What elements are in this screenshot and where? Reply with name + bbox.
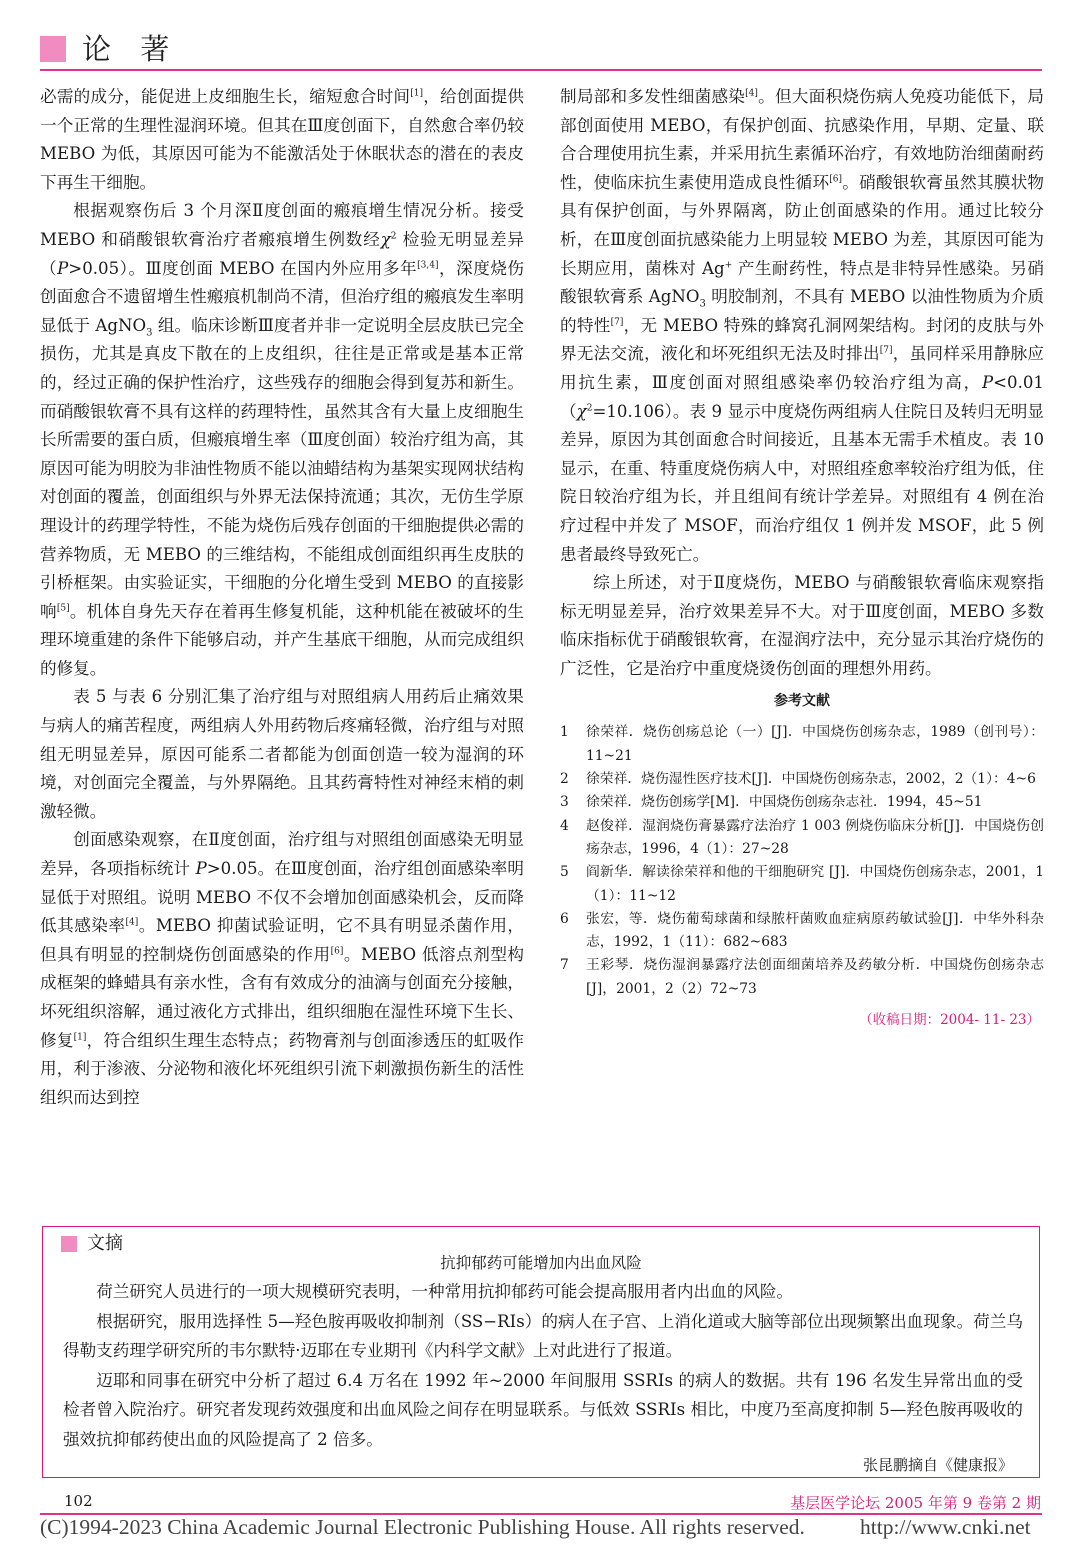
abstract-body (63, 1277, 1023, 1476)
page-header (40, 30, 1042, 70)
reference-item: 4 赵俊祥．湿润烧伤膏暴露疗法治疗 1 003 例烧伤临床分析[J]．中国烧伤创疡杂志，1996，4（1）：27~28 (560, 817, 1044, 857)
page-number: 102 (64, 1492, 93, 1510)
header-rule (40, 69, 1042, 71)
right-column (560, 83, 1044, 1035)
abstract-marker-icon (61, 1236, 77, 1252)
abstract-label: 文摘 (87, 1233, 123, 1254)
received-date: （收稿日期：2004- 11- 23） (859, 1012, 1040, 1029)
left-paragraph-1: 必需的成分，能促进上皮细胞生长，缩短愈合时间[1]，给创面提供一个正常的生理性湿润环境。但其在Ⅲ度创面下，自然愈合率仍较 MEBO 为低，其原因可能为不能激活处于休眠状态的潜在的表皮下再生干细胞。 (40, 87, 525, 192)
website-url: http://www.cnki.net (860, 1515, 1031, 1539)
reference-item: 6 张宏，等．烧伤葡萄球菌和绿脓杆菌败血症病原药敏试验[J]．中华外科杂志，1992，1（11）：682~683 (560, 910, 1044, 951)
right-paragraph-1: 制局部和多发性细菌感染[4]。但大面积烧伤病人免疫功能低下，局部创面使用 MEBO，有保护创面、抗感染作用，早期、定量、联合合理使用抗生素，并采用抗生素循环治疗，有效地防治细菌耐药性，使临床抗生素使用造成良性循环[6]。硝酸银软膏虽然其膜状物具有保护创面，与外界隔离，防止创面感染的作用。通过比较分析，在Ⅲ度创面抗感染能力上明显较 MEBO 为差，其原因可能为长期应用，菌株对 Ag+ 产生耐药性，特点是非特异性感染。另硝酸银软膏系 AgNO$_3$ 明胶制剂，不具有 MEBO 以油性物质为介质的特性[7]，无 MEBO 特殊的蜂窝孔洞网架结构。封闭的皮肤与外界无法交流，液化和坏死组织无法及时排出[7]，虽同样采用静脉应用抗生素，Ⅲ度创面对照组感染率仍较治疗组为高，$P<0.01(\chi^2=10.106)$。表 9 显示中度烧伤两组病人住院日及转归无明显差异，原因为其创面愈合时间接近，且基本无需手术植皮。表 10 显示，在重、特重度烧伤病人中，对照组痊愈率较治疗组为低，住院日较治疗组为长，并且组间有统计学差异。对照组有 4 例在治疗过程中并发了 MSOF，而治疗组仅 1 例并发 MSOF，此 5 例患者最终导致死亡。 (560, 87, 1045, 564)
reference-list (560, 721, 1044, 1001)
abstract-source: 张昆鹏摘自《健康报》 (862, 1456, 1013, 1474)
reference-item: 1 徐荣祥．烧伤创疡总论（一）[J]．中国烧伤创疡杂志，1989（创刊号）：11~21 (560, 724, 1044, 764)
copyright-notice: (C)1994-2023 China Academic Journal Electronic Publishing House. All rights reserved. (40, 1515, 805, 1539)
abstract-paragraph: 根据研究，服用选择性 5—羟色胺再吸收抑制剂（SS−RIs）的病人在子宫、上消化道或大脑等部位出现频繁出血现象。荷兰乌得勒支药理学研究所的韦尔默特·迈耶在专业期刊《内科学文献》上对此进行了报道。 (63, 1311, 1023, 1360)
abstract-title: 抗抑郁药可能增加内出血风险 (440, 1254, 642, 1272)
left-column (40, 83, 524, 1112)
reference-item: 5 阎新华．解读徐荣祥和他的干细胞研究 [J]．中国烧伤创疡杂志，2001，1（1）：11~12 (560, 864, 1044, 904)
reference-item: 7 王彩琴．烧伤湿润暴露疗法创面细菌培养及药敏分析．中国烧伤创疡杂志[J]，2001，2（2）72~73 (560, 957, 1044, 997)
section-marker-icon (40, 36, 66, 62)
abstract-paragraph: 荷兰研究人员进行的一项大规模研究表明，一种常用抗抑郁药可能会提高服用者内出血的风险。 (96, 1282, 794, 1301)
references-heading: 参考文献 (774, 693, 830, 710)
left-paragraph-2: 根据观察伤后 3 个月深Ⅱ度创面的瘢痕增生情况分析。接受 MEBO 和硝酸银软膏治疗者瘢痕增生例数经$\chi^2$ 检验无明显差异（P>0.05）。Ⅲ度创面 MEBO 在国内外应用多年[3,4]，深度烧伤创面愈合不遗留增生性瘢痕机制尚不清，但治疗组的瘢痕发生率明显低于 AgNO$_3$ 组。临床诊断Ⅲ度者并非一定说明全层皮肤已完全损伤，尤其是真皮下散在的上皮组织，往往是正常或是基本正常的，经过正确的保护性治疗，这些残存的细胞会得到复苏和新生。而硝酸银软膏不具有这样的药理特性，虽然其含有大量上皮细胞生长所需要的蛋白质，但瘢痕增生率（Ⅲ度创面）较治疗组为高，其原因可能为明胶为非油性物质不能以油蜡结构为基架实现网状结构对创面的覆盖，创面组织与外界无法保持流通；其次，无仿生学原理设计的药理学特性，不能为烧伤后残存创面的干细胞提供必需的营养物质，无 MEBO 的三维结构，不能组成创面组织再生皮肤的引桥框架。由实验证实，干细胞的分化增生受到 MEBO 的直接影响[5]。机体自身先天存在着再生修复机能，这种机能在被破坏的生理环境重建的条件下能够启动，并产生基底干细胞，从而完成组织的修复。 (40, 201, 525, 678)
reference-item: 2 徐荣祥．烧伤湿性医疗技术[J]．中国烧伤创疡杂志，2002，2（1）：4~6 (560, 771, 1036, 788)
abstract-box (42, 1226, 1040, 1478)
reference-item: 3 徐荣祥．烧伤创疡学[M]．中国烧伤创疡杂志社．1994，45~51 (560, 794, 983, 811)
right-paragraph-2: 综上所述，对于Ⅱ度烧伤，MEBO 与硝酸银软膏临床观察指标无明显差异，治疗效果差异不大。对于Ⅲ度创面，MEBO 多数临床指标优于硝酸银软膏，在湿润疗法中，充分显示其治疗烧伤的广泛性，它是治疗中重度烧烫伤创面的理想外用药。 (560, 573, 1044, 678)
left-paragraph-4: 创面感染观察，在Ⅱ度创面，治疗组与对照组创面感染无明显差异，各项指标统计 P>0.05。在Ⅲ度创面，治疗组创面感染率明显低于对照组。说明 MEBO 不仅不会增加创面感染机会，反而降低其感染率[4]。MEBO 抑菌试验证明，它不具有明显杀菌作用，但具有明显的控制烧伤创面感染的作用[6]。MEBO 低溶点剂型构成框架的蜂蜡具有亲水性，含有有效成分的油滴与创面充分接触，坏死组织溶解，通过液化方式排出，组织细胞在湿性环境下生长、修复[1]，符合组织生理生态特点；药物膏剂与创面渗透压的虹吸作用，利于渗液、分泌物和液化坏死组织引流下刺激损伤新生的活性组织而达到控 (40, 830, 525, 1107)
section-title: 论 著 (82, 32, 180, 66)
journal-info: 基层医学论坛 2005 年第 9 卷第 2 期 (790, 1494, 1041, 1512)
left-paragraph-3: 表 5 与表 6 分别汇集了治疗组与对照组病人用药后止痛效果与病人的痛苦程度，两组病人外用药物后疼痛轻微，治疗组与对照组无明显差异，原因可能系二者都能为创面创造一较为湿润的环境，对创面完全覆盖，与外界隔绝。且其药膏特性对神经末梢的刺激轻微。 (40, 687, 524, 821)
abstract-paragraph: 迈耶和同事在研究中分析了超过 6.4 万名在 1992 年~2000 年间服用 SSRIs 的病人的数据。共有 196 名发生异常出血的受检者曾入院治疗。研究者发现药效强度和出血风险之间存在明显联系。与低效 SSRIs 相比，中度乃至高度抑制 5—羟色胺再吸收的强效抗抑郁药使出血的风险提高了 2 倍多。 (63, 1370, 1023, 1449)
